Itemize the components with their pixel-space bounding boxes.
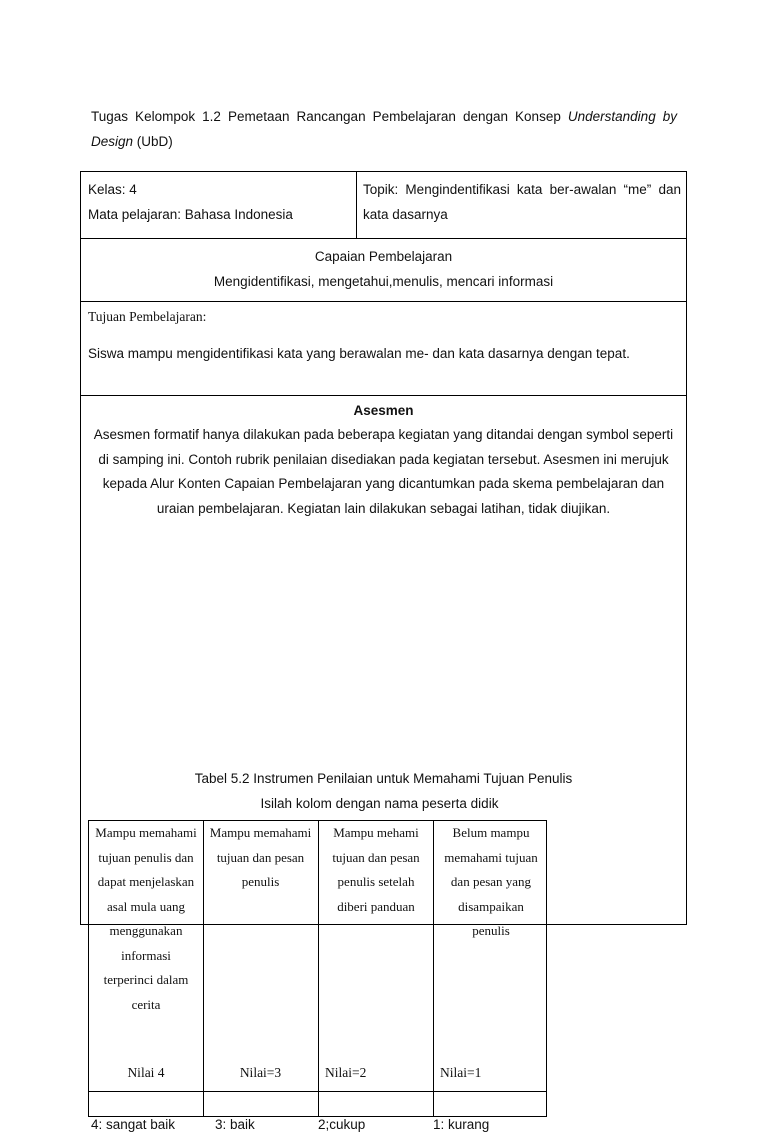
title-text: Tugas Kelompok 1.2 Pemetaan Rancangan Pembelajaran dengan Konsep [91,109,568,124]
topik-text: Topik: Mengindentifikasi kata ber-awalan “me” dan kata dasarnya [363,182,681,222]
capaian-cell [81,244,686,294]
title-suffix: (UbD) [133,134,173,149]
tujuan-row [81,301,686,396]
rubric-table [88,820,547,1117]
rubric-desc: Mampu mehami tujuan dan pesan penulis setelah diberi panduan [332,825,420,914]
rubric-desc: Belum mampu memahami tujuan dan pesan yang disampaikan penulis [444,825,538,938]
capaian-text: Mengidentifikasi, mengetahui,menulis, mencari informasi [213,274,554,289]
nilai-label: Nilai=1 [440,1065,482,1080]
capaian-heading: Capaian Pembelajaran [314,249,453,264]
nilai-label: Nilai=2 [325,1065,367,1080]
legend-item: 2;cukup [318,1117,366,1132]
rubric-cell-level-4 [89,821,203,1091]
nilai-label: Nilai 4 [127,1065,165,1080]
rubric-cell-level-2 [318,821,432,1091]
nilai-label: Nilai=3 [239,1065,282,1080]
document-title [91,104,677,154]
tujuan-label: Tujuan Pembelajaran: [88,309,207,324]
rubric-desc: Mampu memahami tujuan dan pesan penulis [209,825,312,889]
title-italic: Understanding by Design [91,109,677,149]
asesmen-heading: Asesmen [353,403,414,418]
class-subject-cell [88,177,293,227]
info-divider [356,172,357,238]
table-caption: Tabel 5.2 Instrumen Penilaian untuk Memahami Tujuan Penulis [194,771,573,786]
legend-item: 3: baik [215,1117,255,1132]
mapel-text: Mata pelajaran: Bahasa Indonesia [88,207,293,222]
table-subcaption: Isilah kolom dengan nama peserta didik [260,796,499,811]
legend-item: 1: kurang [433,1117,490,1132]
kelas-text: Kelas: 4 [88,182,137,197]
rubric-cell-level-1 [433,821,547,1091]
tujuan-text: Siswa mampu mengidentifikasi kata yang berawalan me- dan kata dasarnya dengan tepat. [88,346,630,361]
info-row [81,172,686,239]
capaian-row [81,238,686,302]
asesmen-row [81,395,686,1132]
legend-item: 4: sangat baik [91,1117,176,1132]
rubric-desc: Mampu memahami tujuan penulis dan dapat menjelaskan asal mula uang menggunakan informasi terperinci dalam cerita [95,825,197,1012]
rubric-cell-level-3 [203,821,317,1091]
plan-table [80,171,687,1132]
asesmen-body: Asesmen formatif hanya dilakukan pada beberapa kegiatan yang ditandai dengan symbol seperti di samping ini. Contoh rubrik penilaian disediakan pada kegiatan tersebut. Asesmen ini merujuk kepada Alur Konten Capaian Pembelajaran yang dicantumkan pada skema pembelajaran dan uraian pembelajaran. Kegiatan lain dilakukan sebagai latihan, tidak diujikan. [93,427,674,516]
rubric-row-divider [89,1091,546,1092]
